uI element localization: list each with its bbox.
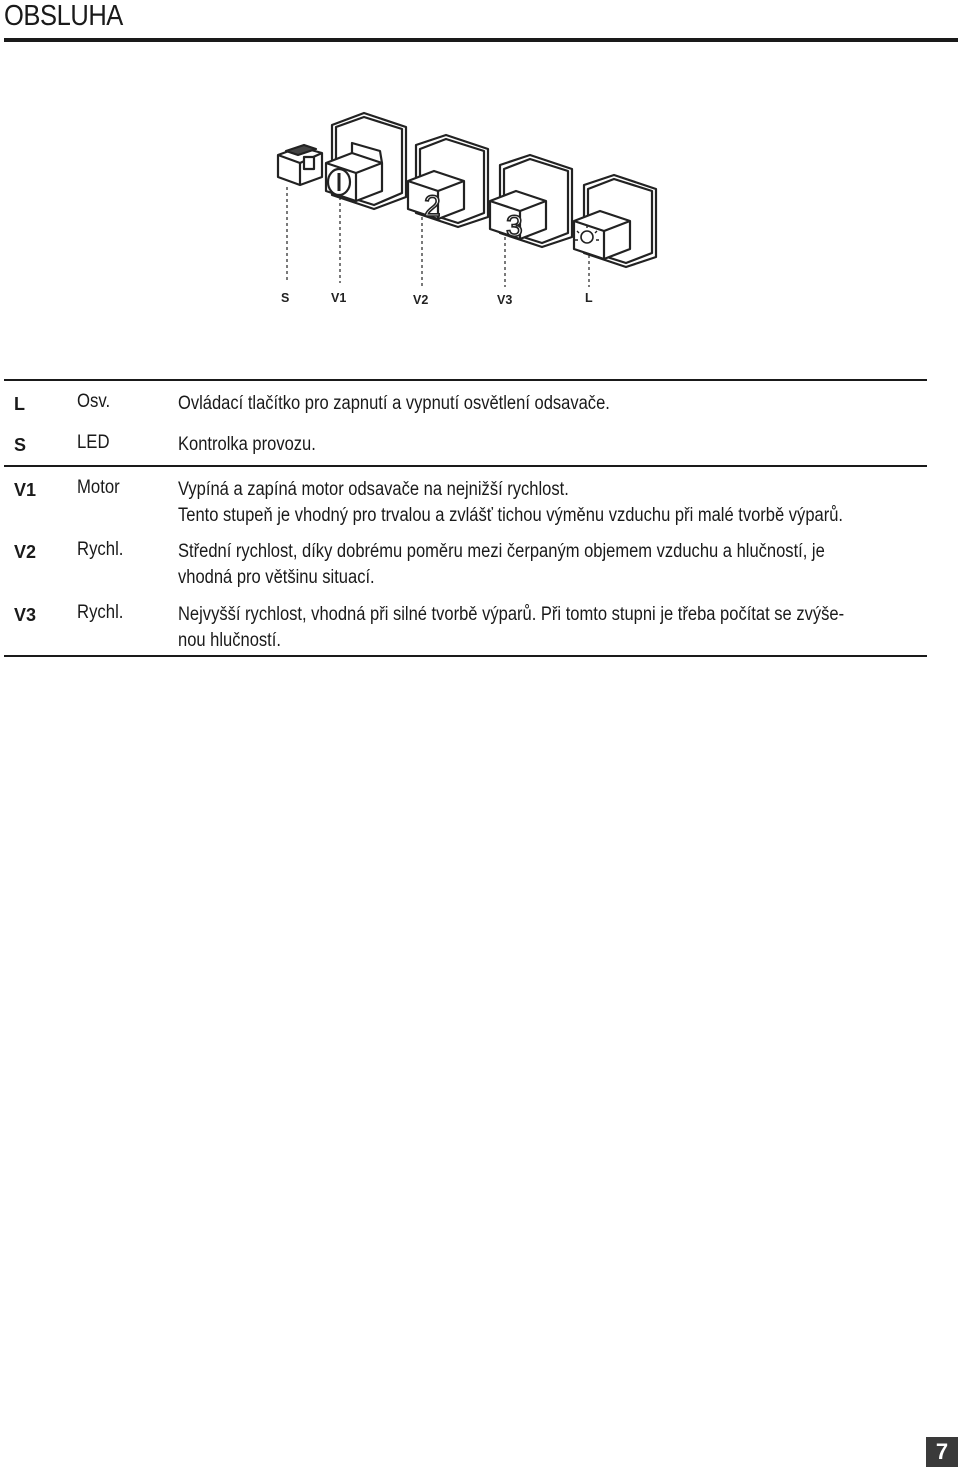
title-divider [4,38,958,42]
legend-row-v2 [4,529,927,592]
control-panel-diagram [260,105,680,320]
legend-line: nou hlučností. [178,629,281,651]
button-v3-mark: 3 [506,210,523,243]
page-title: OBSLUHA [4,0,123,32]
legend-row-s [4,422,927,465]
label-s: S [281,291,290,305]
legend-description [178,539,900,590]
led-indicator [278,145,322,185]
legend-abbr: Rychl. [77,602,124,623]
legend-line: Ovládací tlačítko pro zapnutí a vypnutí osvětlení odsavače. [178,393,610,414]
legend-line: Vypíná a zapíná motor odsavače na nejnižší rychlost. [178,479,569,500]
button-v2-mark: 2 [424,190,441,223]
legend-description [178,602,900,653]
legend-description [178,477,900,528]
legend-code: V3 [14,605,37,625]
legend-abbr: Motor [77,477,120,498]
label-v2: V2 [413,293,429,307]
legend-line: Kontrolka provozu. [178,434,316,455]
legend-line: vhodná pro většinu situací. [178,566,375,588]
legend-description [178,391,900,417]
legend-row-l [4,381,927,422]
legend-code: S [14,435,27,455]
legend-table [4,379,927,657]
legend-code: V2 [14,542,37,562]
legend-row-v3 [4,592,927,655]
legend-line: Nejvyšší rychlost, vhodná při silné tvorbě výparů. Při tomto stupni je třeba počítat se zvýše- [178,604,845,625]
legend-abbr: Rychl. [77,539,124,560]
button-l [574,175,656,267]
button-v2 [408,135,488,227]
label-l: L [585,291,593,305]
legend-abbr: Osv. [77,391,111,412]
button-v3 [490,155,572,247]
page-number: 7 [926,1437,958,1467]
legend-row-v1 [4,465,927,529]
legend-code: L [14,394,25,414]
legend-abbr: LED [77,432,110,453]
button-v1 [326,113,406,209]
legend-line: Tento stupeň je vhodný pro trvalou a zvlášť tichou výměnu vzduchu při malé tvorbě výparů. [178,504,844,526]
legend-description [178,432,900,458]
label-v1: V1 [331,291,347,305]
label-v3: V3 [497,293,513,307]
legend-code: V1 [14,480,37,500]
legend-line: Střední rychlost, díky dobrému poměru mezi čerpaným objemem vzduchu a hlučností, je [178,541,825,562]
